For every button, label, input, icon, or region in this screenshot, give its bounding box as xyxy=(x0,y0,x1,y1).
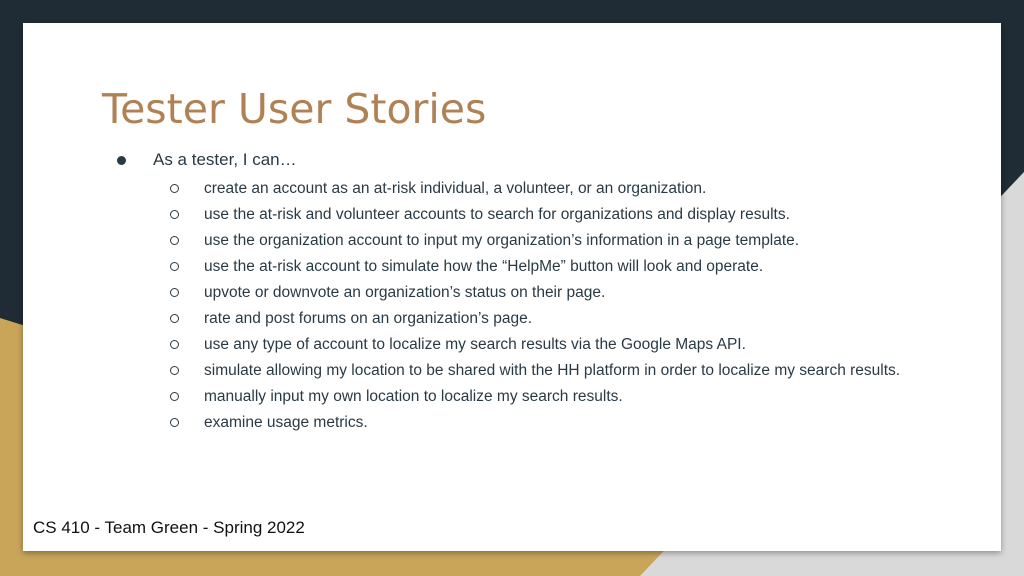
sub-bullet-item xyxy=(153,280,909,306)
hollow-bullet-icon xyxy=(170,314,179,323)
sub-bullet-text: use the at-risk and volunteer accounts to search for organizations and display results. xyxy=(204,206,790,223)
sub-bullet-text: examine usage metrics. xyxy=(204,414,368,431)
hollow-bullet-icon xyxy=(170,288,179,297)
sub-bullet-item xyxy=(153,306,909,332)
main-bullet-text: As a tester, I can… xyxy=(153,150,297,169)
hollow-bullet-icon xyxy=(170,340,179,349)
sub-bullet-text: use the at-risk account to simulate how the “HelpMe” button will look and operate. xyxy=(204,258,764,275)
sub-bullet-text: manually input my own location to localize my search results. xyxy=(204,388,623,405)
main-bullet-item xyxy=(115,148,909,436)
sub-bullet-text: use the organization account to input my organization’s information in a page template. xyxy=(204,232,800,249)
hollow-bullet-icon xyxy=(170,236,179,245)
hollow-bullet-icon xyxy=(170,210,179,219)
sub-bullet-item xyxy=(153,176,909,202)
sub-bullet-item xyxy=(153,384,909,410)
sub-bullet-text: simulate allowing my location to be shared with the HH platform in order to localize my search results. xyxy=(204,362,901,379)
slide-footer: CS 410 - Team Green - Spring 2022 xyxy=(33,518,305,537)
sub-bullet-item xyxy=(153,358,909,384)
sub-bullet-item xyxy=(153,202,909,228)
hollow-bullet-icon xyxy=(170,184,179,193)
sub-bullet-text: use any type of account to localize my search results via the Google Maps API. xyxy=(204,336,746,353)
sub-bullet-item xyxy=(153,410,909,436)
hollow-bullet-icon xyxy=(170,418,179,427)
bullet-list xyxy=(115,148,909,436)
sub-bullet-item xyxy=(153,254,909,280)
filled-bullet-icon xyxy=(117,156,126,165)
sub-bullet-item xyxy=(153,228,909,254)
hollow-bullet-icon xyxy=(170,392,179,401)
hollow-bullet-icon xyxy=(170,366,179,375)
slide-canvas xyxy=(23,23,1001,551)
sub-bullet-item xyxy=(153,332,909,358)
sub-bullet-text: upvote or downvote an organization’s status on their page. xyxy=(204,284,606,301)
sub-bullet-text: create an account as an at-risk individual, a volunteer, or an organization. xyxy=(204,180,707,197)
sub-bullet-text: rate and post forums on an organization’s page. xyxy=(204,310,533,327)
sub-bullet-list xyxy=(153,176,909,436)
slide-title: Tester User Stories xyxy=(102,85,487,133)
hollow-bullet-icon xyxy=(170,262,179,271)
